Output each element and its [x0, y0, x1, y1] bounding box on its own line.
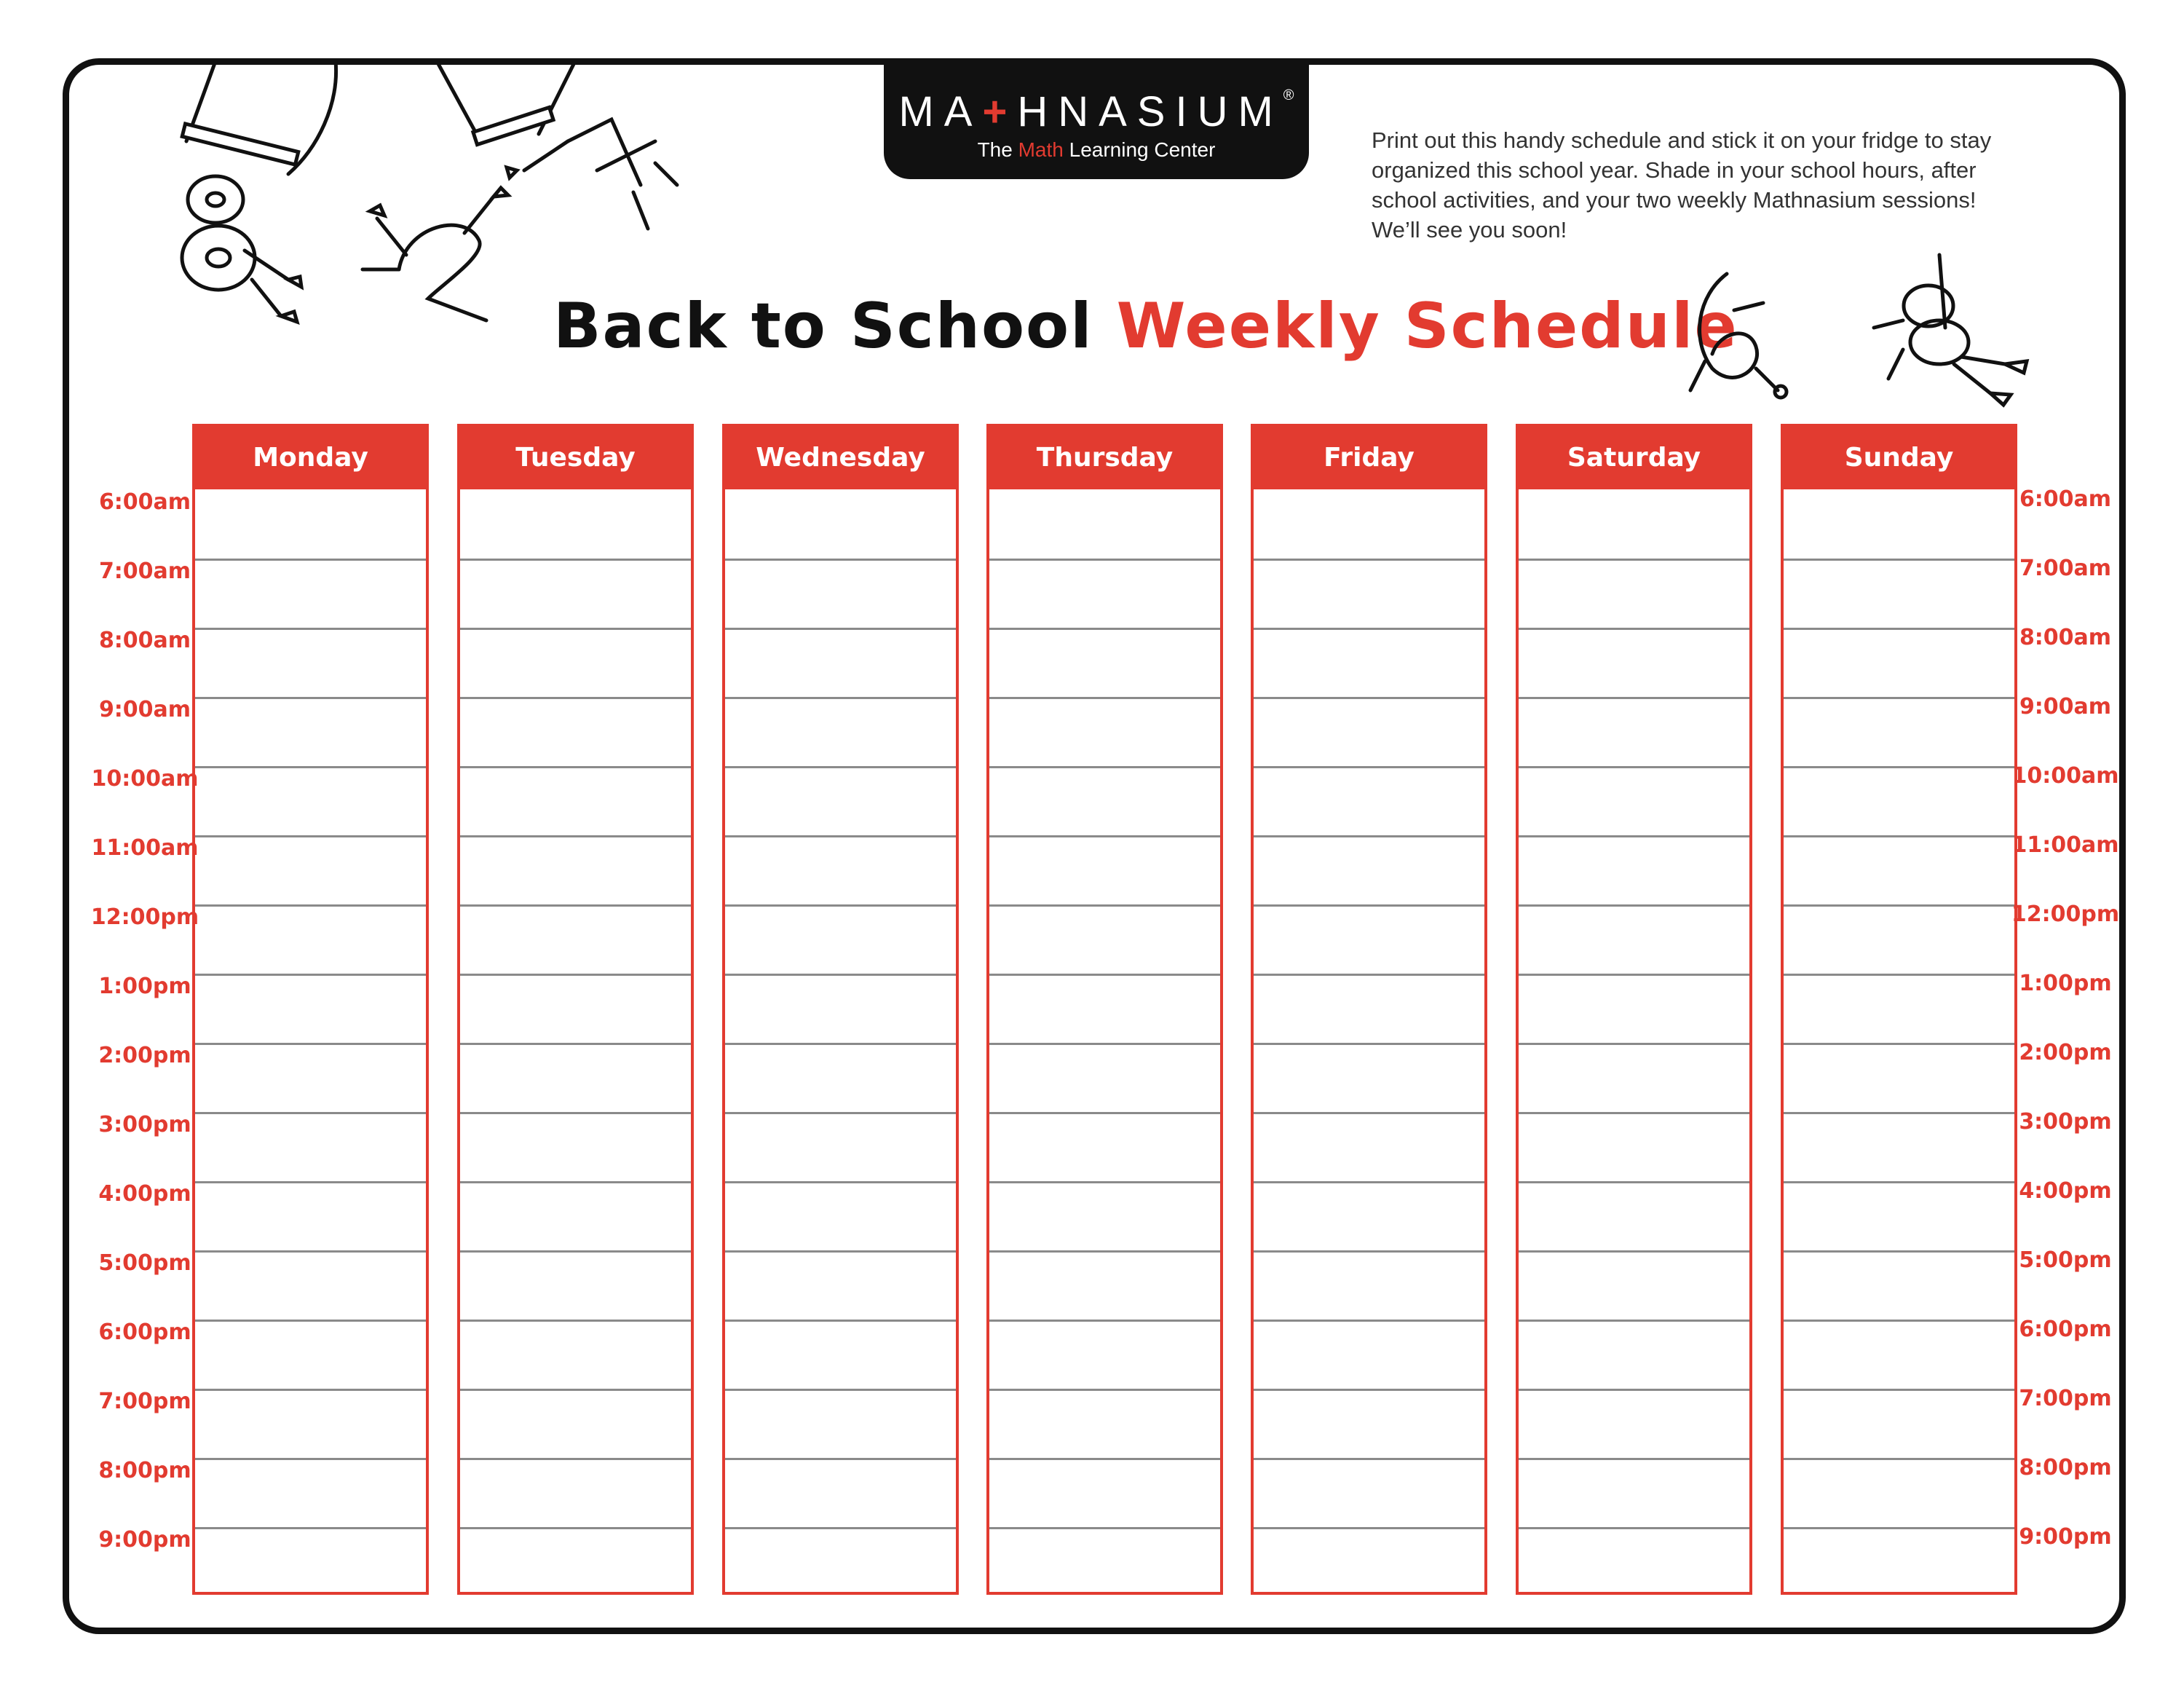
time-label-right: 4:00pm — [2019, 1178, 2112, 1204]
hour-divider — [725, 1389, 956, 1391]
hour-divider — [1254, 1112, 1484, 1114]
hour-divider — [1519, 1458, 1749, 1460]
time-label-right: 9:00pm — [2019, 1524, 2112, 1550]
hour-divider — [989, 974, 1220, 976]
hour-divider — [460, 1389, 691, 1391]
hour-divider — [1784, 1320, 2014, 1322]
hour-divider — [460, 628, 691, 630]
hour-divider — [1784, 766, 2014, 768]
hour-divider — [1784, 697, 2014, 699]
time-label-left: 6:00am — [98, 489, 191, 515]
time-label-left: 3:00pm — [98, 1112, 191, 1137]
hour-divider — [195, 1527, 426, 1529]
snorkel-nine-icon — [1859, 248, 2034, 408]
hour-divider — [1784, 628, 2014, 630]
hour-divider — [460, 766, 691, 768]
hour-divider — [1519, 904, 1749, 907]
hour-divider — [195, 904, 426, 907]
hour-divider — [1519, 628, 1749, 630]
dancing-six-icon — [1683, 267, 1800, 405]
time-label-right: 6:00pm — [2019, 1317, 2112, 1342]
hour-divider — [1784, 559, 2014, 561]
hour-divider — [460, 697, 691, 699]
hour-divider — [989, 1527, 1220, 1529]
hour-divider — [195, 559, 426, 561]
mathnasium-logo — [884, 61, 1309, 179]
hour-divider — [1254, 1181, 1484, 1183]
hour-divider — [989, 835, 1220, 837]
hour-divider — [460, 559, 691, 561]
hour-divider — [989, 1320, 1220, 1322]
hour-divider — [195, 974, 426, 976]
hour-divider — [989, 697, 1220, 699]
hour-divider — [1784, 974, 2014, 976]
hour-divider — [1784, 835, 2014, 837]
day-header: Friday — [1254, 427, 1484, 489]
hour-divider — [725, 1112, 956, 1114]
time-label-left: 4:00pm — [98, 1181, 191, 1207]
time-label-left: 8:00pm — [98, 1458, 191, 1483]
hour-divider — [989, 904, 1220, 907]
time-label-left: 9:00am — [98, 697, 191, 722]
day-header: Thursday — [989, 427, 1220, 489]
hour-divider — [1254, 974, 1484, 976]
hour-divider — [1254, 1458, 1484, 1460]
time-label-left: 6:00pm — [98, 1320, 191, 1345]
hour-divider — [460, 1250, 691, 1253]
hour-divider — [195, 1389, 426, 1391]
hour-divider — [195, 1320, 426, 1322]
hour-divider — [1784, 1527, 2014, 1529]
time-label-left: 5:00pm — [98, 1250, 191, 1276]
time-label-left: 8:00am — [98, 628, 191, 653]
hour-divider — [195, 1043, 426, 1045]
time-label-left: 1:00pm — [98, 974, 191, 999]
hour-divider — [725, 974, 956, 976]
hour-divider — [460, 1458, 691, 1460]
hour-divider — [1254, 559, 1484, 561]
hour-divider — [1519, 1181, 1749, 1183]
hour-divider — [1519, 974, 1749, 976]
time-label-right: 9:00am — [2019, 694, 2112, 719]
time-label-left: 7:00am — [98, 559, 191, 584]
logo-tagline: The Math Learning Center — [977, 138, 1216, 161]
logo-wordmark: MA+HNASIUM® — [898, 87, 1294, 135]
day-header: Tuesday — [460, 427, 691, 489]
hour-divider — [989, 628, 1220, 630]
time-label-right: 11:00am — [2011, 832, 2119, 858]
hour-divider — [725, 1527, 956, 1529]
hour-divider — [1784, 1389, 2014, 1391]
time-label-left: 9:00pm — [98, 1527, 191, 1553]
day-column-saturday — [1516, 424, 1752, 1595]
hour-divider — [1784, 1043, 2014, 1045]
hour-divider — [195, 1250, 426, 1253]
hour-divider — [725, 1320, 956, 1322]
time-label-right: 6:00am — [2019, 486, 2112, 512]
hour-divider — [1254, 1389, 1484, 1391]
time-label-right: 8:00pm — [2019, 1455, 2112, 1480]
hour-divider — [460, 1181, 691, 1183]
hour-divider — [1784, 904, 2014, 907]
hour-divider — [460, 835, 691, 837]
time-label-left: 2:00pm — [98, 1043, 191, 1068]
time-label-left: 10:00am — [91, 766, 199, 792]
hour-divider — [1519, 1112, 1749, 1114]
day-header: Sunday — [1784, 427, 2014, 489]
hour-divider — [1254, 1250, 1484, 1253]
intro-text: Print out this handy schedule and stick it on your fridge to stay organized this school year. Shade in your school hours, after school activities, and your two weekly Mathnasium sessions! We’ll see you soon! — [1372, 127, 1992, 242]
hour-divider — [460, 1320, 691, 1322]
hour-divider — [195, 1458, 426, 1460]
day-column-thursday — [986, 424, 1223, 1595]
hour-divider — [460, 1112, 691, 1114]
hour-divider — [989, 766, 1220, 768]
hour-divider — [1784, 1250, 2014, 1253]
day-column-sunday — [1781, 424, 2017, 1595]
time-label-left: 11:00am — [91, 835, 199, 861]
hour-divider — [460, 904, 691, 907]
day-column-friday — [1251, 424, 1487, 1595]
day-header: Monday — [195, 427, 426, 489]
hour-divider — [725, 1181, 956, 1183]
hour-divider — [1254, 1527, 1484, 1529]
hour-divider — [1254, 1320, 1484, 1322]
hour-divider — [460, 1527, 691, 1529]
hour-divider — [725, 904, 956, 907]
hour-divider — [1519, 1043, 1749, 1045]
hour-divider — [1254, 697, 1484, 699]
hour-divider — [1519, 766, 1749, 768]
hour-divider — [195, 697, 426, 699]
day-column-tuesday — [457, 424, 694, 1595]
hour-divider — [1254, 628, 1484, 630]
hour-divider — [1254, 1043, 1484, 1045]
hour-divider — [1784, 1181, 2014, 1183]
hour-divider — [725, 697, 956, 699]
hour-divider — [725, 1458, 956, 1460]
hour-divider — [989, 1181, 1220, 1183]
hour-divider — [725, 835, 956, 837]
swinging-eight-icon — [172, 61, 347, 352]
hour-divider — [1519, 1389, 1749, 1391]
hour-divider — [1519, 559, 1749, 561]
hour-divider — [989, 1250, 1220, 1253]
hour-divider — [195, 766, 426, 768]
time-label-right: 12:00pm — [2011, 902, 2120, 927]
day-header: Saturday — [1519, 427, 1749, 489]
hour-divider — [1519, 697, 1749, 699]
hour-divider — [1519, 1527, 1749, 1529]
day-header: Wednesday — [725, 427, 956, 489]
time-label-right: 3:00pm — [2019, 1109, 2112, 1135]
time-label-right: 7:00am — [2019, 556, 2112, 581]
hour-divider — [1784, 1458, 2014, 1460]
time-label-right: 5:00pm — [2019, 1247, 2112, 1273]
dangling-four-icon — [430, 61, 692, 243]
hour-divider — [725, 628, 956, 630]
day-column-wednesday — [722, 424, 959, 1595]
time-label-left: 12:00pm — [90, 904, 199, 930]
time-label-right: 2:00pm — [2019, 1040, 2112, 1065]
hour-divider — [1254, 835, 1484, 837]
hour-divider — [989, 1112, 1220, 1114]
hour-divider — [1519, 1250, 1749, 1253]
hour-divider — [989, 1389, 1220, 1391]
hour-divider — [989, 1458, 1220, 1460]
hour-divider — [1254, 766, 1484, 768]
day-column-monday — [192, 424, 429, 1595]
hour-divider — [1519, 835, 1749, 837]
hour-divider — [1519, 1320, 1749, 1322]
hour-divider — [989, 559, 1220, 561]
hour-divider — [195, 835, 426, 837]
hour-divider — [460, 974, 691, 976]
hour-divider — [460, 1043, 691, 1045]
hour-divider — [725, 766, 956, 768]
hour-divider — [195, 1181, 426, 1183]
hour-divider — [725, 559, 956, 561]
time-label-right: 10:00am — [2011, 763, 2119, 789]
hour-divider — [1254, 904, 1484, 907]
hour-divider — [195, 1112, 426, 1114]
hour-divider — [1784, 1112, 2014, 1114]
time-label-right: 1:00pm — [2019, 971, 2112, 996]
hour-divider — [195, 628, 426, 630]
hour-divider — [989, 1043, 1220, 1045]
time-label-right: 8:00am — [2019, 625, 2112, 650]
hour-divider — [725, 1043, 956, 1045]
page-title: Back to School Weekly Schedule — [553, 290, 1738, 363]
hour-divider — [725, 1250, 956, 1253]
time-label-right: 7:00pm — [2019, 1386, 2112, 1411]
time-label-left: 7:00pm — [98, 1389, 191, 1414]
